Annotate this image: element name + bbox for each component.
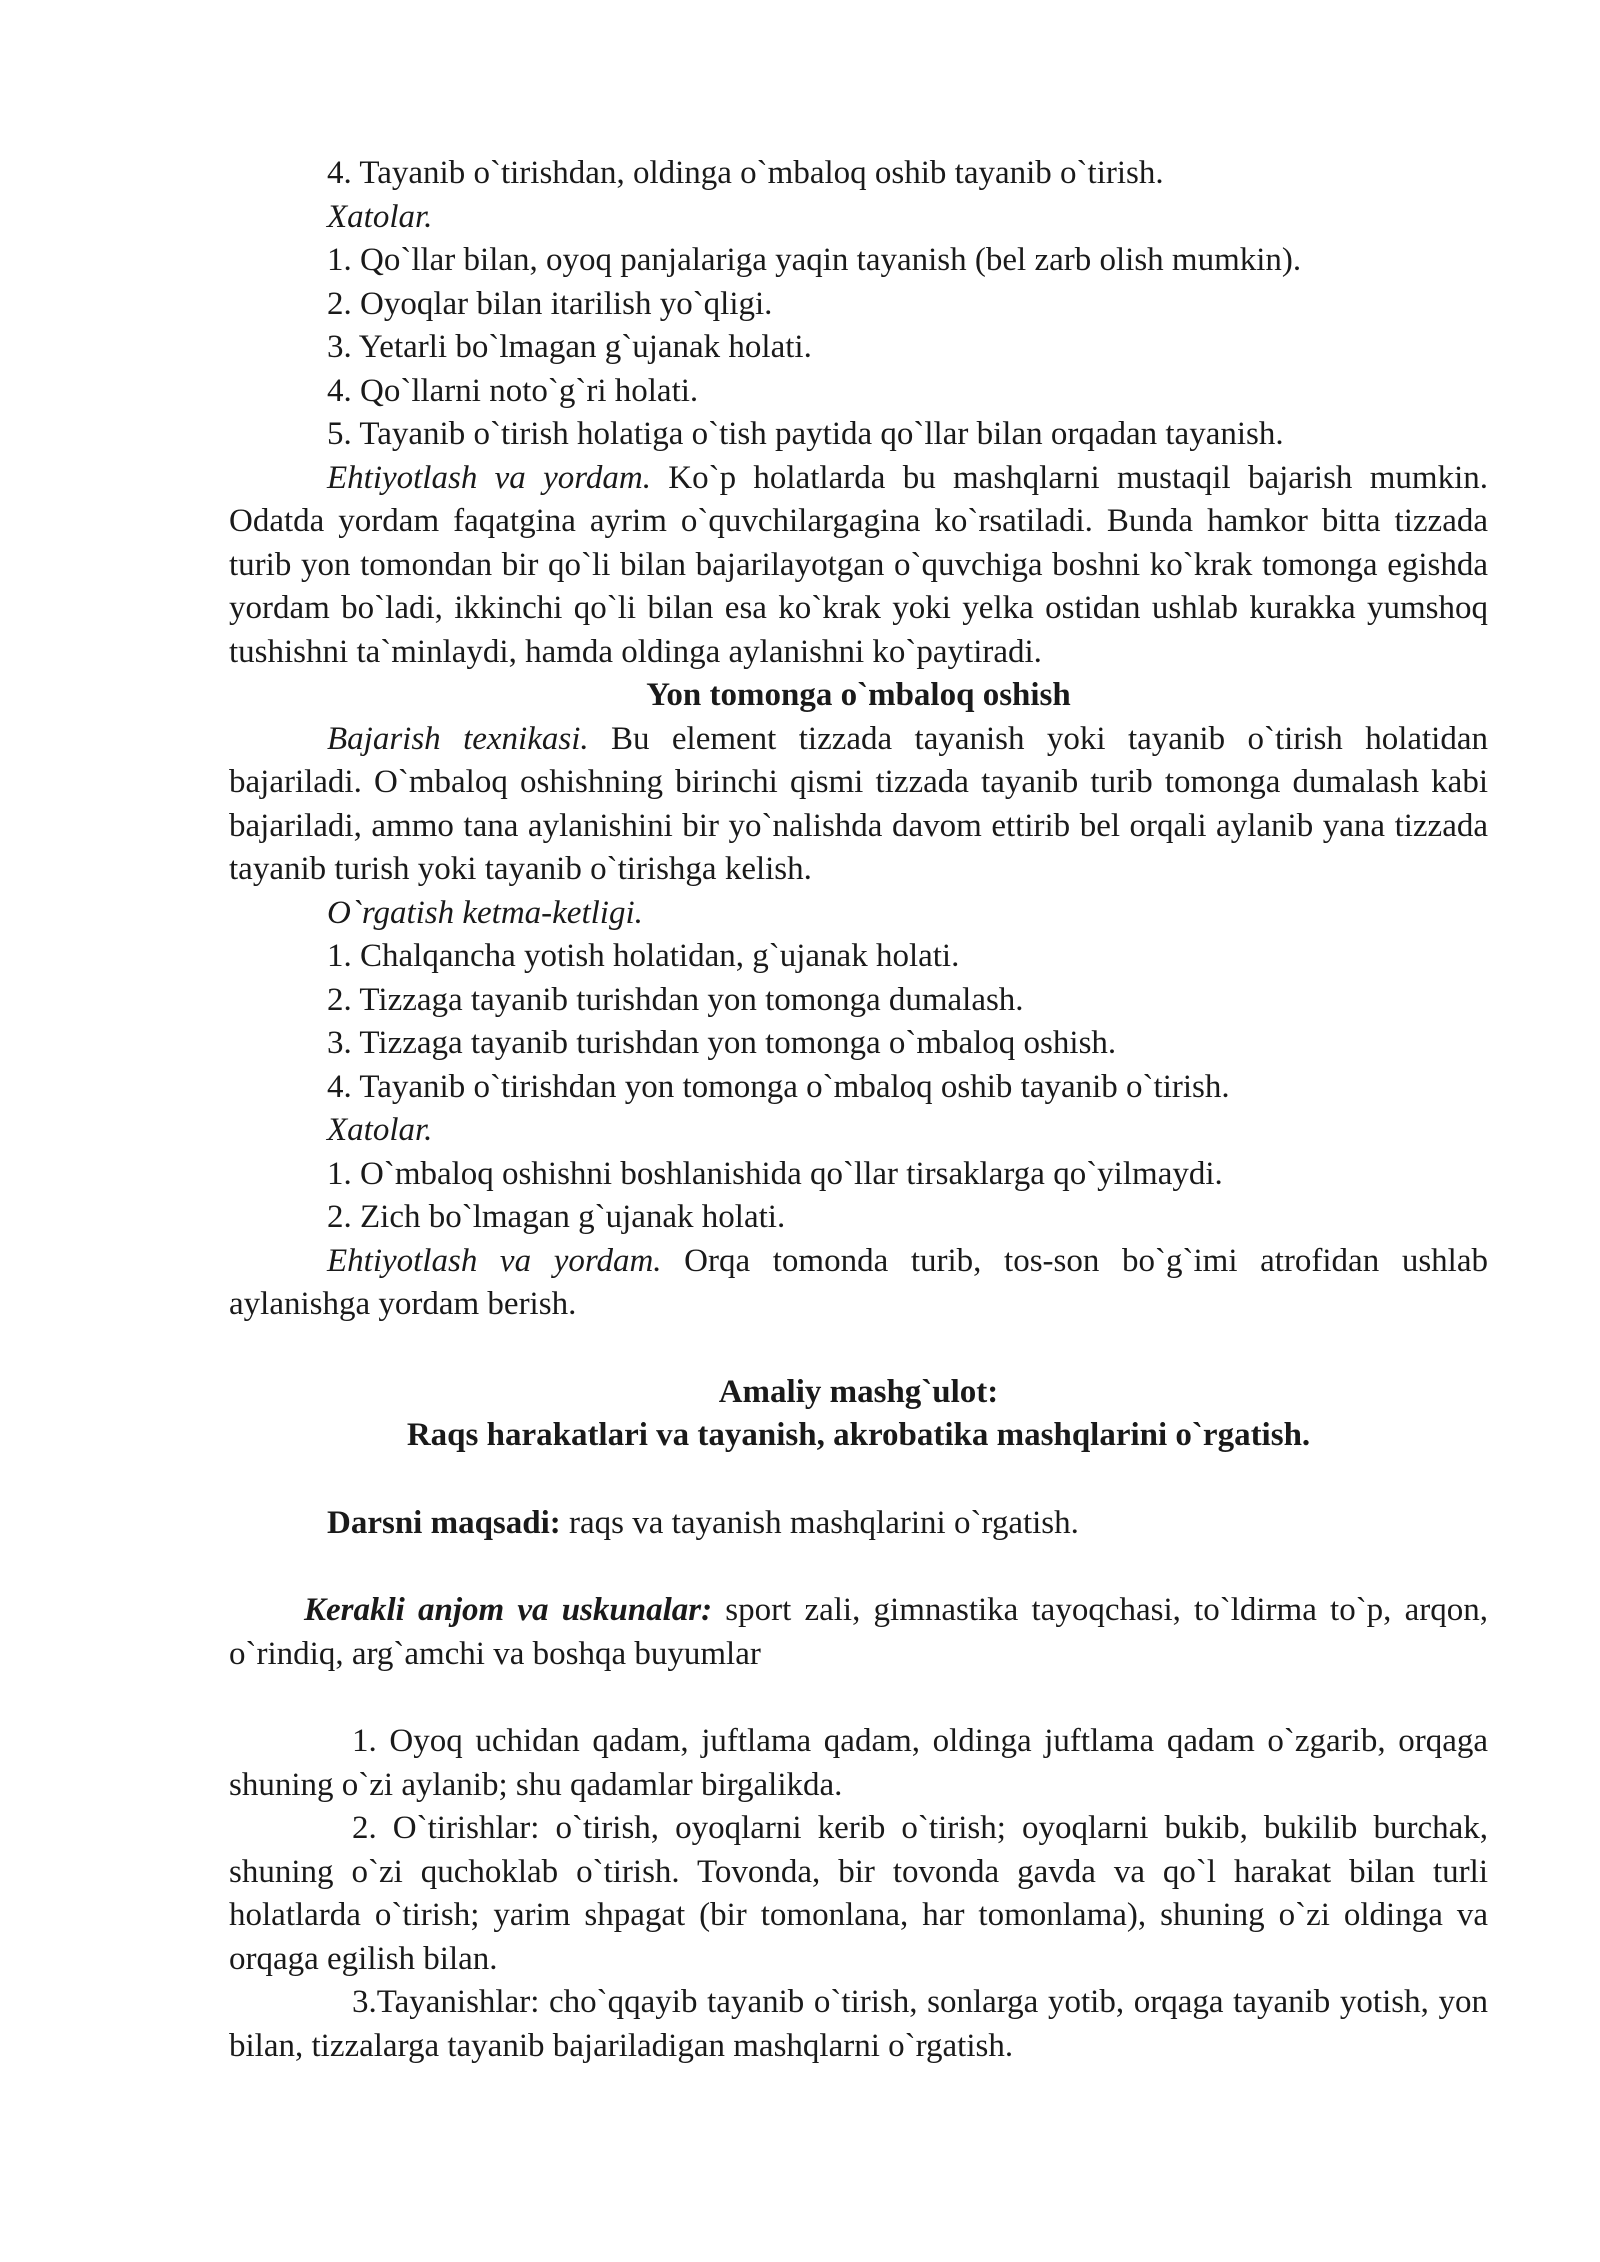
list-item: 4. Tayanib o`tirishdan, oldinga o`mbaloq oshib tayanib o`tirish. [327, 155, 1164, 191]
list-item: 2. Oyoqlar bilan itarilish yo`qligi. [327, 285, 773, 322]
spacer [229, 1676, 1488, 1720]
list-item: 4. Tayanib o`tirishdan yon tomonga o`mbaloq oshib tayanib o`tirish. [327, 1068, 1230, 1105]
document-page [229, 152, 1488, 2068]
list-item: 1. Oyoq uchidan qadam, juftlama qadam, oldinga juftlama qadam o`zgarib, orqaga shuning o`zi aylanib; shu qadamlar birgalikda. [229, 1723, 1488, 1803]
list-item: 2. Zich bo`lmagan g`ujanak holati. [327, 1199, 786, 1235]
safety-label: Ehtiyotlash va yordam. [327, 1242, 662, 1279]
safety-label: Ehtiyotlash va yordam. [327, 459, 651, 496]
safety-paragraph [229, 457, 1488, 675]
errors-heading: Xatolar. [327, 198, 433, 235]
list-item: 4. Qo`llarni noto`g`ri holati. [327, 372, 699, 409]
technique-label: Bajarish texnikasi. [327, 720, 589, 757]
practice-subtitle: Raqs harakatlari va tayanish, akrobatika mashqlarini o`rgatish. [406, 1417, 1311, 1453]
safety-paragraph [229, 1240, 1488, 1327]
list-item: 1. O`mbaloq oshishni boshlanishida qo`llar tirsaklarga qo`yilmaydi. [327, 1155, 1223, 1192]
safety-text: Ko`p holatlarda bu mashqlarni mustaqil bajarish mumkin. Odatda yordam faqatgina ayrim o`quvchilargagina ko`rsatiladi. Bunda hamkor bitta tizzada turib yon tomondan bir qo`li bilan bajarilayotgan o`quvchiga boshni ko`krak tomonga egishda yordam bo`ladi, ikkinchi qo`li bilan esa ko`krak yoki yelka ostidan ushlab kurakka yumshoq tushishni ta`minlaydi, hamda oldinga aylanishni ko`paytiradi. [229, 459, 1488, 670]
practice-title: Amaliy mashg`ulot: [718, 1373, 999, 1410]
list-item: 3. Tizzaga tayanib turishdan yon tomonga o`mbaloq oshish. [327, 1025, 1117, 1061]
list-item: 3.Tayanishlar: cho`qqayib tayanib o`tirish, sonlarga yotib, orqaga tayanib yotish, yon bilan, tizzalarga tayanib bajariladigan mashqlarni o`rgatish. [229, 1984, 1488, 2064]
goal-text: raqs va tayanish mashqlarini o`rgatish. [560, 1504, 1079, 1541]
equipment-text: sport zali, gimnastika tayoqchasi, to`ldirma to`p, arqon, o`rindiq, arg`amchi va boshqa buyumlar [229, 1592, 1488, 1672]
sequence-heading: O`rgatish ketma-ketligi. [327, 894, 643, 931]
list-item: 5. Tayanib o`tirish holatiga o`tish paytida qo`llar bilan orqadan tayanish. [327, 416, 1284, 452]
spacer [229, 1545, 1488, 1589]
goal-paragraph [229, 1502, 1488, 1546]
spacer [229, 1458, 1488, 1502]
technique-text: Bu element tizzada tayanish yoki tayanib o`tirish holatidan bajariladi. O`mbaloq oshishning birinchi qismi tizzada tayanib turib tomonga dumalash kabi bajariladi, ammo tana aylanishini bir yo`nalishda davom ettirib bel orqali aylanib yana tizzada tayanib turish yoki tayanib o`tirishga kelish. [229, 720, 1489, 887]
spacer [229, 1327, 1488, 1371]
section-title: Yon tomonga o`mbaloq oshish [646, 677, 1071, 713]
safety-text: Orqa tomonda turib, tos-son bo`g`imi atrofidan ushlab aylanishga yordam berish. [229, 1242, 1488, 1322]
goal-label: Darsni maqsadi: [327, 1504, 561, 1541]
list-item: 1. Chalqancha yotish holatidan, g`ujanak holati. [327, 938, 960, 974]
equipment-label: Kerakli anjom va uskunalar: [304, 1592, 713, 1628]
errors-heading: Xatolar. [327, 1112, 433, 1148]
technique-paragraph [229, 718, 1488, 892]
equipment-paragraph [229, 1589, 1488, 1676]
list-item: 2. O`tirishlar: o`tirish, oyoqlarni kerib o`tirish; oyoqlarni bukib, bukilib burchak, shuning o`zi quchoklab o`tirish. Tovonda, bir tovonda gavda va qo`l harakat bilan turli holatlarda o`tirish; yarim shpagat (bir tomonlana, har tomonlama), shuning o`zi oldinga va orqaga egilish bilan. [229, 1810, 1488, 1977]
list-item: 2. Tizzaga tayanib turishdan yon tomonga dumalash. [327, 981, 1024, 1018]
list-item: 3. Yetarli bo`lmagan g`ujanak holati. [327, 329, 812, 365]
list-item: 1. Qo`llar bilan, oyoq panjalariga yaqin tayanish (bel zarb olish mumkin). [327, 242, 1302, 278]
